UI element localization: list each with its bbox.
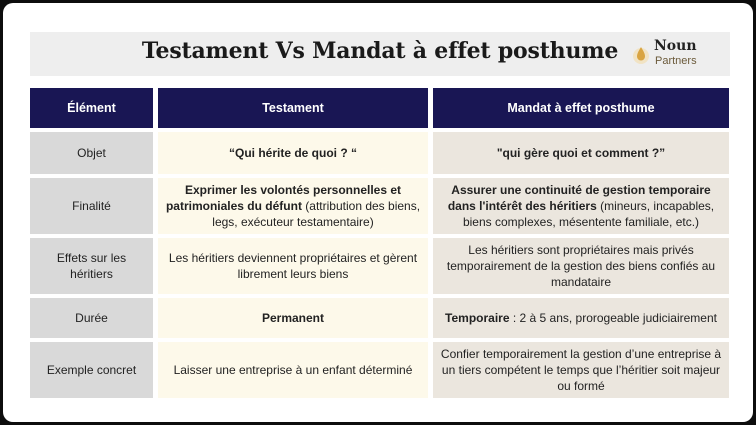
finalite-testament: [158, 178, 428, 234]
exemple-mandat: Confier temporairement la gestion d’une entreprise à un tiers compétent le temps que l’héritier soit majeur ou formé: [433, 342, 729, 398]
duree-mandat-rest: : 2 à 5 ans, prorogeable judiciairement: [509, 311, 717, 325]
objet-testament: “Qui hérite de quoi ? “: [158, 132, 428, 174]
page-title: Testament Vs Mandat à effet posthume: [141, 38, 619, 64]
finalite-testament-bold: Exprimer les volontés personnelles et patrimoniales du défunt: [165, 183, 402, 213]
header-element: Élément: [30, 88, 153, 128]
title-bar: [30, 32, 730, 76]
row-label-duree: Durée: [30, 298, 153, 338]
logo-sub: Partners: [655, 55, 697, 67]
finalite-testament-text: [164, 182, 422, 230]
exemple-testament: Laisser une entreprise à un enfant déterminé: [158, 342, 428, 398]
row-label-effets: Effets sur les héritiers: [30, 238, 153, 294]
comparison-table: [30, 88, 729, 398]
logo-name: Noun: [654, 38, 697, 54]
finalite-mandat-text: [439, 182, 723, 230]
finalite-mandat: [433, 178, 729, 234]
effets-testament: Les héritiers deviennent propriétaires et gèrent librement leurs biens: [158, 238, 428, 294]
header-mandat: Mandat à effet posthume: [433, 88, 729, 128]
objet-mandat: "qui gère quoi et comment ?”: [433, 132, 729, 174]
logo: [630, 37, 720, 71]
duree-testament: Permanent: [158, 298, 428, 338]
effets-mandat: Les héritiers sont propriétaires mais privés temporairement de la gestion des biens confiés au mandataire: [433, 238, 729, 294]
duree-mandat-text: [445, 310, 717, 326]
row-label-objet: Objet: [30, 132, 153, 174]
header-testament: Testament: [158, 88, 428, 128]
finalite-mandat-bold: Assurer une continuité de gestion temporaire dans l'intérêt des héritiers: [447, 183, 711, 213]
row-label-exemple: Exemple concret: [30, 342, 153, 398]
duree-mandat-bold: Temporaire: [445, 311, 510, 325]
duree-mandat: [433, 298, 729, 338]
droplet-icon: [630, 43, 652, 65]
finalite-mandat-rest: (mineurs, incapables, biens complexes, mésentente familiale, etc.): [462, 199, 715, 229]
slide: [3, 3, 753, 422]
finalite-testament-rest: (attribution des biens, legs, exécuteur testamentaire): [212, 199, 421, 229]
row-label-finalite: Finalité: [30, 178, 153, 234]
